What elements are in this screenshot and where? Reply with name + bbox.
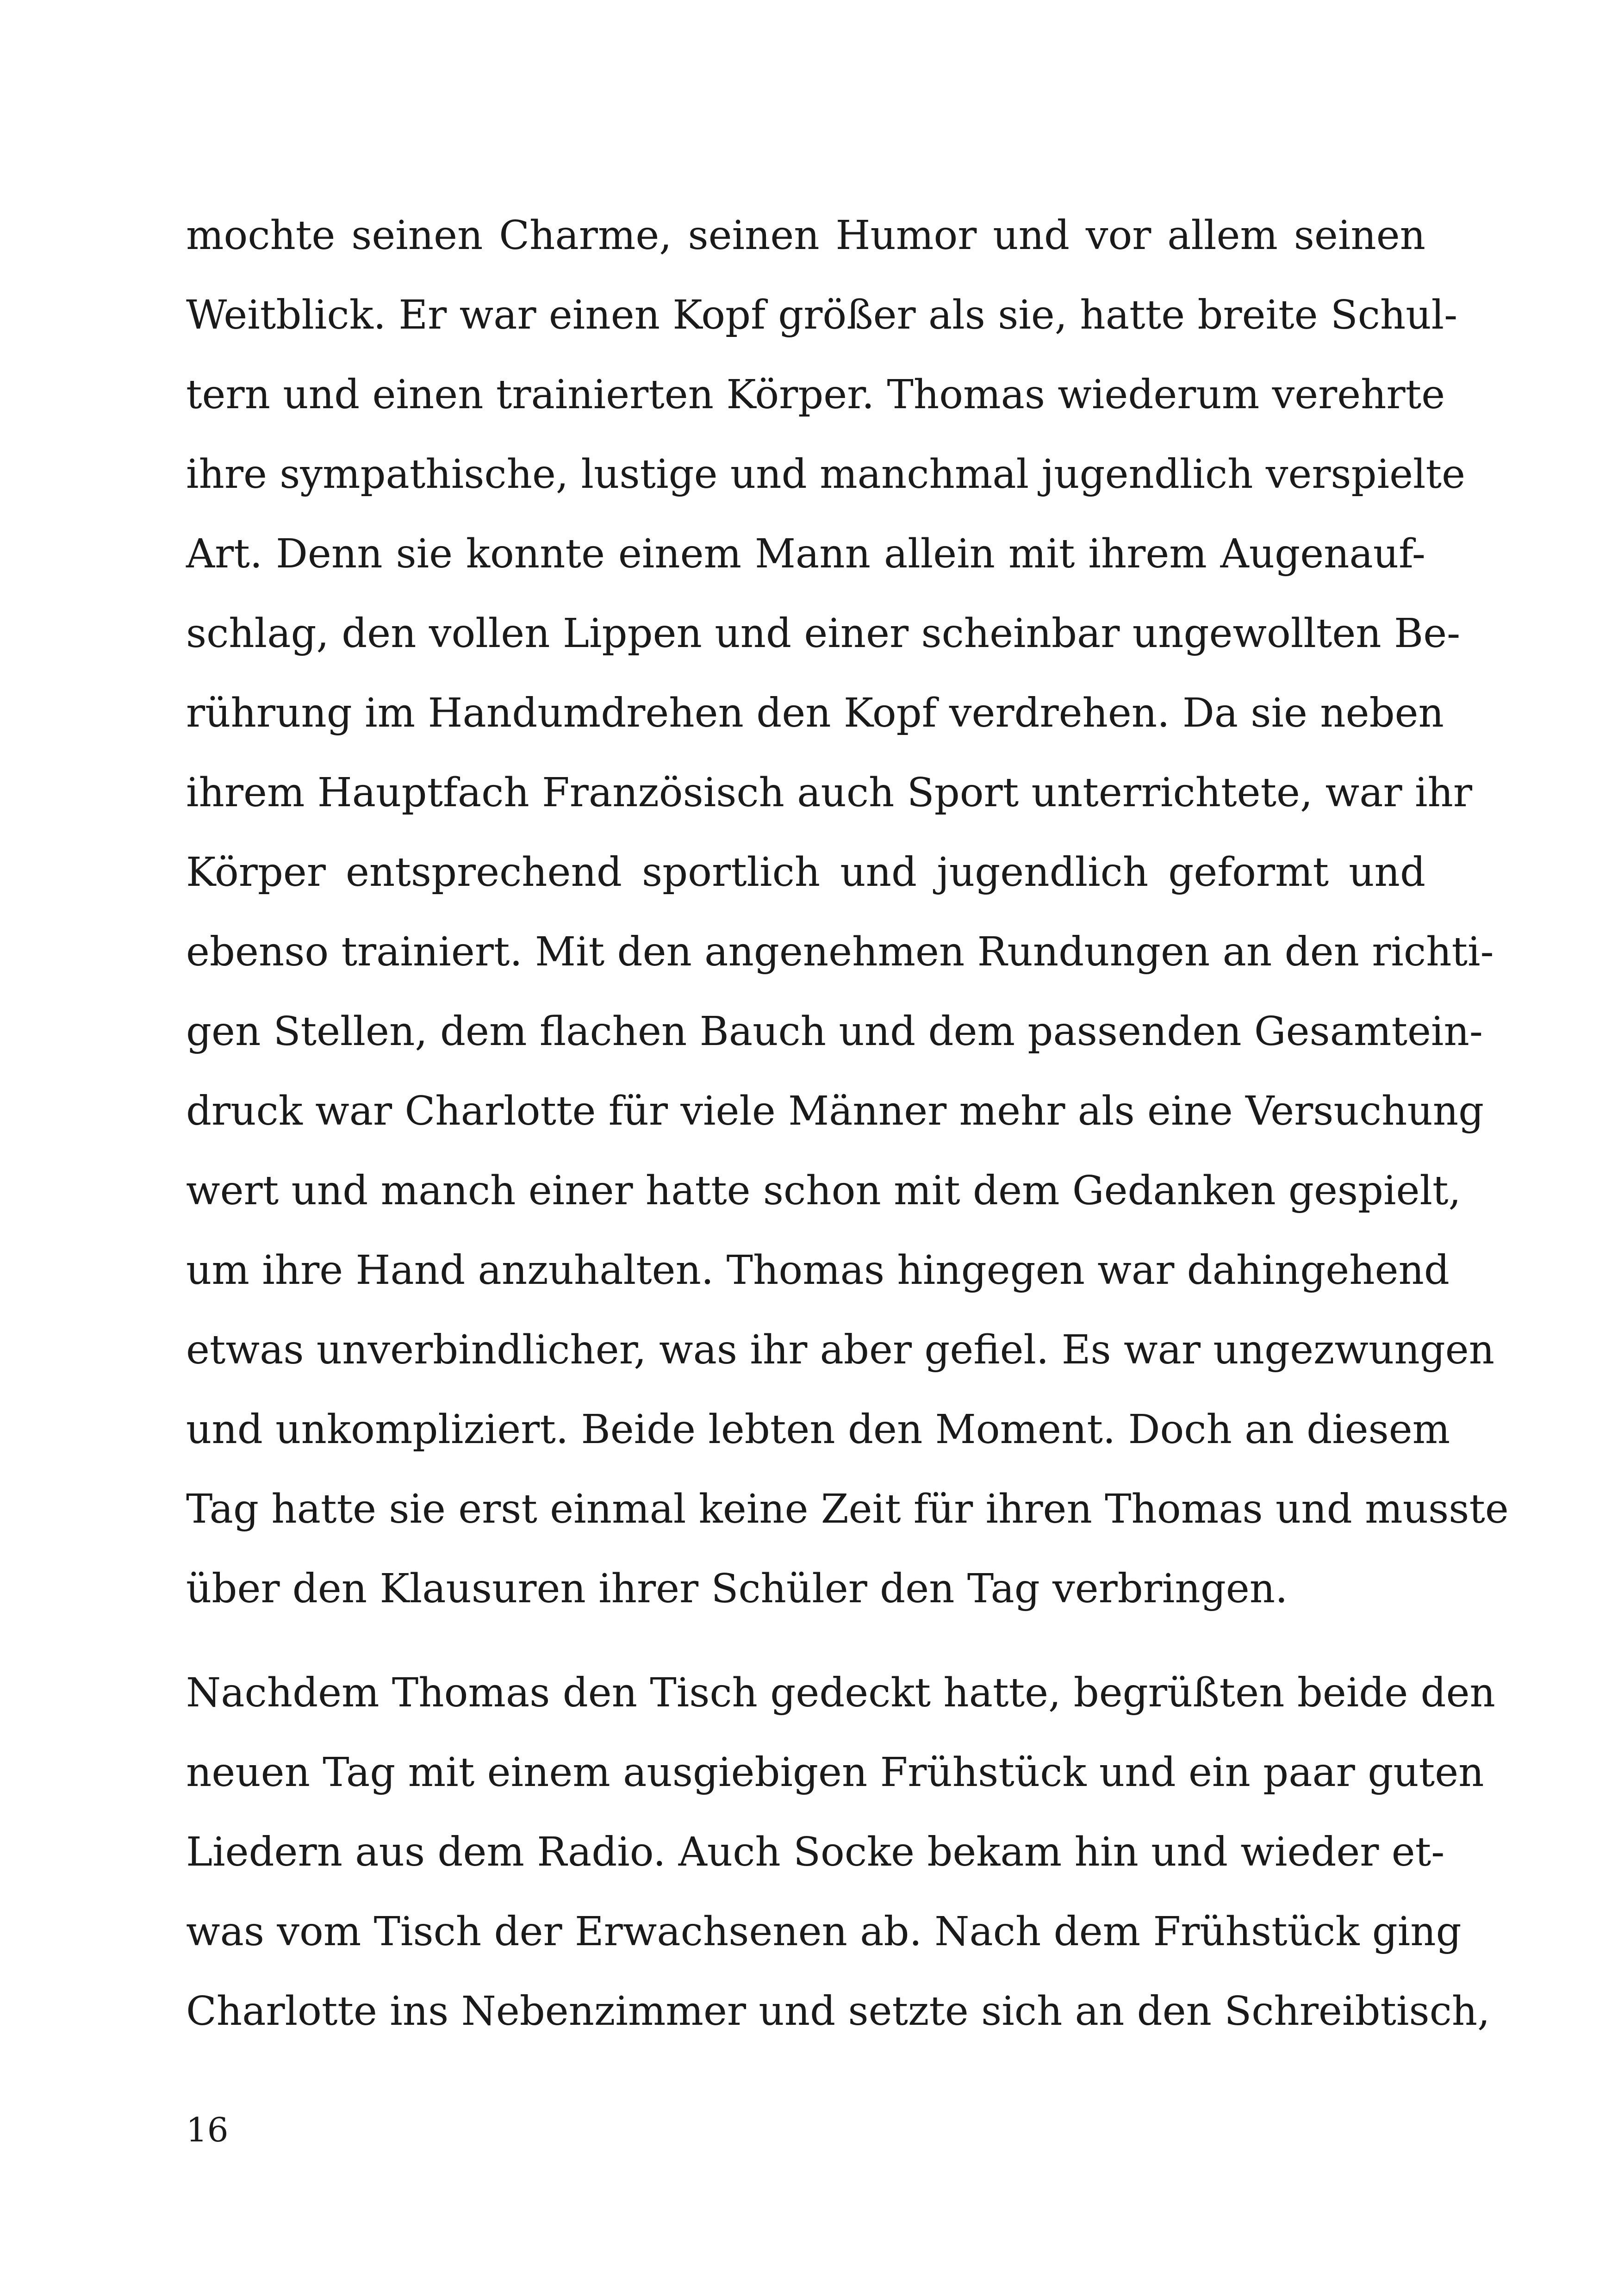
text-line: tern und einen trainierten Körper. Thomas wiederum verehrte <box>186 372 1445 418</box>
text-line: Weitblick. Er war einen Kopf größer als sie, hatte breite Schul- <box>186 292 1458 338</box>
text-line: schlag, den vollen Lippen und einer scheinbar ungewollten Be- <box>186 610 1461 657</box>
text-line: gen Stellen, dem flachen Bauch und dem passenden Gesamtein- <box>186 1008 1483 1055</box>
text-line: was vom Tisch der Erwachsenen ab. Nach dem Frühstück ging <box>186 1909 1462 1955</box>
paragraph-2 <box>186 1653 1495 2051</box>
text-line: ebenso trainiert. Mit den angenehmen Rundungen an den richti- <box>186 929 1494 975</box>
text-line: über den Klausuren ihrer Schüler den Tag verbringen. <box>186 1566 1288 1612</box>
text-line: Art. Denn sie konnte einem Mann allein mit ihrem Augenauf- <box>186 531 1425 577</box>
text-line: Nachdem Thomas den Tisch gedeckt hatte, begrüßten beide den <box>186 1670 1495 1716</box>
text-line: Charlotte ins Nebenzimmer und setzte sich an den Schreibtisch, <box>186 1988 1490 2035</box>
page-number: 16 <box>186 2110 229 2149</box>
text-line: Liedern aus dem Radio. Auch Socke bekam hin und wieder et- <box>186 1829 1445 1875</box>
text-line: etwas unverbindlicher, was ihr aber gefiel. Es war ungezwungen <box>186 1327 1495 1373</box>
text-line: neuen Tag mit einem ausgiebigen Frühstück und ein paar guten <box>186 1749 1484 1796</box>
text-line: und unkompliziert. Beide lebten den Moment. Doch an diesem <box>186 1406 1450 1453</box>
text-line: Tag hatte sie erst einmal keine Zeit für ihren Thomas und musste <box>186 1486 1509 1532</box>
text-line: druck war Charlotte für viele Männer mehr als eine Versuchung <box>186 1088 1484 1134</box>
text-line: mochte seinen Charme, seinen Humor und vor allem seinen <box>186 212 1425 259</box>
text-line: ihre sympathische, lustige und manchmal jugendlich verspielte <box>186 451 1465 498</box>
paragraph-1 <box>186 196 1509 1629</box>
text-line: rührung im Handumdrehen den Kopf verdrehen. Da sie neben <box>186 690 1444 736</box>
text-line: Körper entsprechend sportlich und jugendlich geformt und <box>186 849 1425 896</box>
text-line: wert und manch einer hatte schon mit dem Gedanken gespielt, <box>186 1168 1461 1214</box>
text-line: ihrem Hauptfach Französisch auch Sport unterrichtete, war ihr <box>186 770 1472 816</box>
text-line: um ihre Hand anzuhalten. Thomas hingegen war dahingehend <box>186 1247 1450 1294</box>
